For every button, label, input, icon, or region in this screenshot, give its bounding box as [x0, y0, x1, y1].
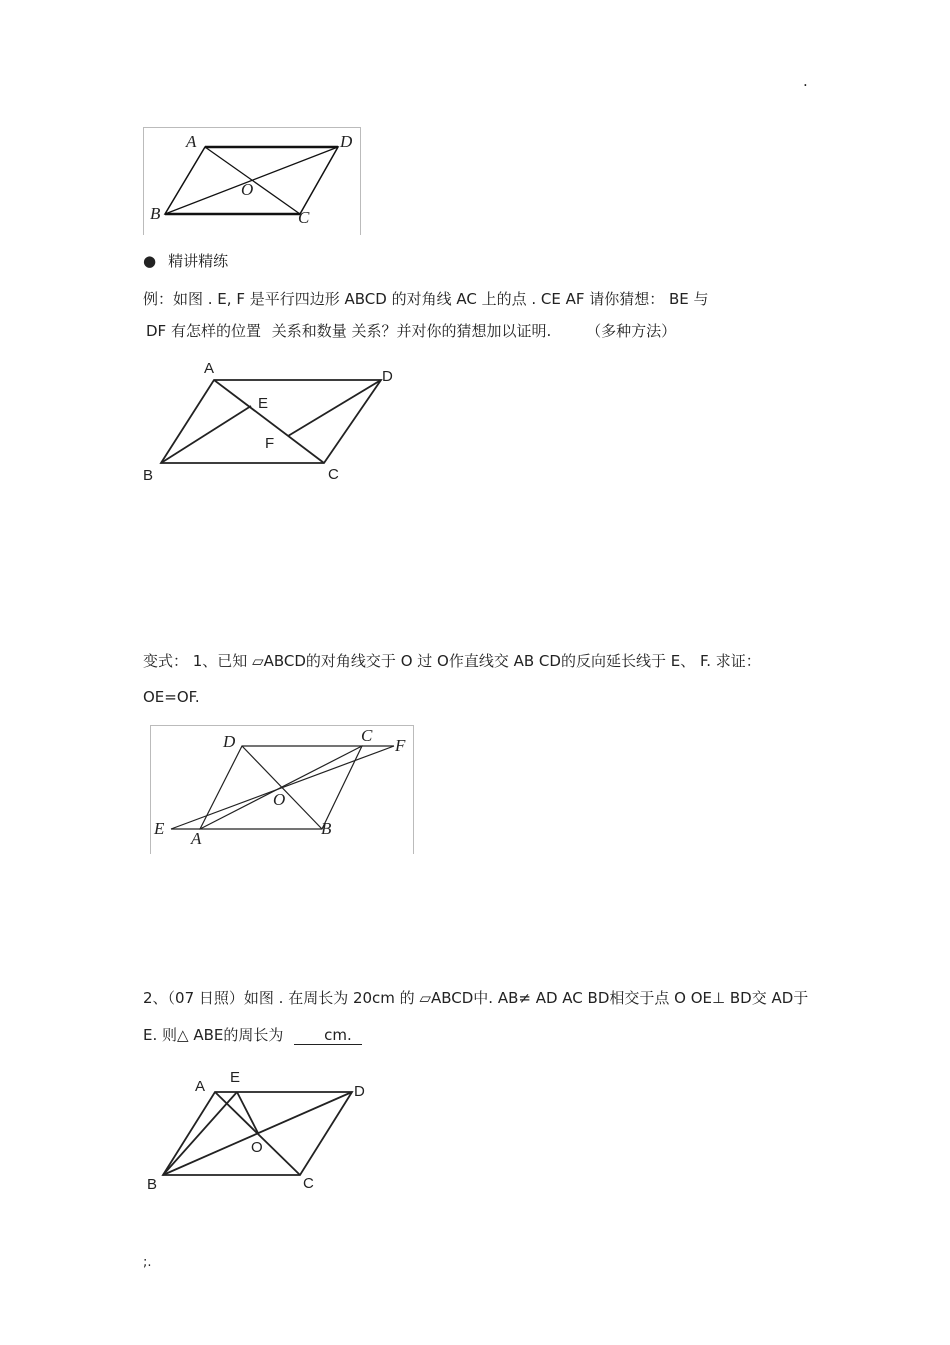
figure-2-label-c: C: [328, 466, 339, 483]
figure-1-label-o: O: [241, 180, 254, 199]
figure-3-label-f: F: [395, 736, 406, 755]
figure-2-drawing: [140, 360, 400, 490]
variant-2-line-1: 2、（07 日照）如图 . 在周长为 20cm 的 ▱ABCD中. AB≠ AD AC BD相交于点 O OE⊥ BD交 AD于: [143, 989, 809, 1007]
variant-1-line-2: OE=OF.: [143, 688, 200, 706]
figure-2-label-e: E: [258, 395, 269, 412]
figure-3-label-e: E: [154, 819, 165, 838]
figure-3-label-o: O: [273, 790, 286, 809]
figure-1: [143, 127, 361, 235]
variant-2-line-2: [143, 1024, 362, 1045]
figure-4-label-c: C: [303, 1175, 314, 1192]
example-line-2-part-3: 关系？并对你的猜想加以证明.: [351, 322, 552, 340]
figure-3-label-a: A: [191, 829, 202, 848]
figure-3: [150, 725, 414, 854]
figure-2: [140, 360, 400, 490]
variant-2-line-2-prefix: E. 则△ ABE的周长为: [143, 1026, 284, 1044]
figure-2-label-b: B: [143, 467, 154, 484]
figure-1-label-a: A: [186, 132, 197, 151]
footer-mark: ;.: [143, 1255, 152, 1270]
section-heading-text: 精讲精练: [168, 252, 229, 270]
example-line-2: [146, 320, 676, 341]
figure-4-label-b: B: [147, 1176, 158, 1193]
figure-3-label-b: B: [321, 819, 332, 838]
example-line-1: 例：如图 . E, F 是平行四边形 ABCD 的对角线 AC 上的点 . CE AF 请你猜想： BE 与: [143, 290, 709, 308]
example-line-2-part-4: （多种方法）: [586, 322, 677, 340]
figure-1-label-d: D: [340, 132, 353, 151]
figure-4-drawing: [140, 1067, 380, 1197]
example-line-2-part-1: DF 有怎样的位置: [146, 322, 261, 340]
figure-2-label-f: F: [265, 435, 275, 452]
figure-4-label-o: O: [251, 1139, 263, 1156]
example-line-2-part-2: 关系和数量: [271, 322, 347, 340]
figure-3-label-c: C: [361, 726, 373, 745]
figure-1-label-b: B: [150, 204, 161, 223]
figure-3-label-d: D: [223, 732, 236, 751]
variant-1-line-1: 变式： 1、已知 ▱ABCD的对角线交于 O 过 O作直线交 AB CD的反向延长线于 E、 F. 求证：: [143, 652, 761, 670]
figure-4-label-a: A: [195, 1078, 206, 1095]
figure-4-label-d: D: [354, 1083, 365, 1100]
figure-2-label-a: A: [204, 360, 215, 377]
figure-4-label-e: E: [230, 1069, 241, 1086]
bullet-icon: ●: [143, 252, 157, 270]
corner-mark: .: [803, 72, 808, 90]
section-heading: [143, 250, 228, 271]
figure-2-label-d: D: [382, 368, 393, 385]
answer-blank[interactable]: cm.: [294, 1026, 362, 1045]
figure-4: [140, 1067, 380, 1197]
figure-1-label-c: C: [298, 208, 310, 227]
